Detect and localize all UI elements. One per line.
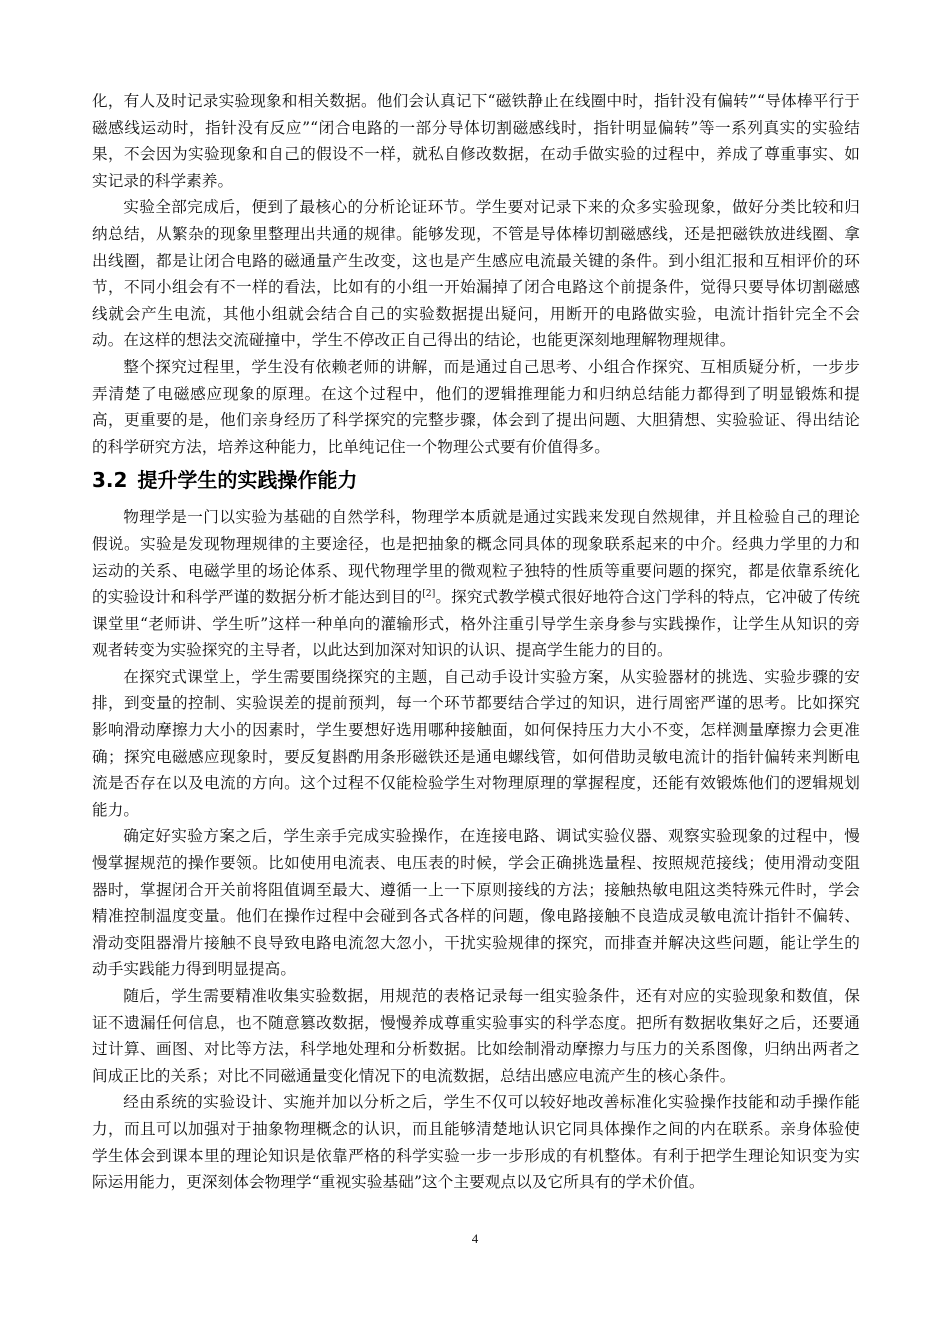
paragraph-operation: 确定好实验方案之后，学生亲手完成实验操作，在连接电路、调试实验仪器、观察实验现象的过程中，慢慢掌握规范的操作要领。比如使用电流表、电压表的时候，学会正确挑选量程、按照规范接线；使用滑动变阻器时，掌握闭合开关前将阻值调至最大、遵循一上一下原则接线的方法；接触热敏电阻这类特殊元件时，学会精准控制温度变量。他们在操作过程中会碰到各式各样的问题，像电路接触不良造成灵敏电流计指针不偏转、滑动变阻器滑片接触不良导致电路电流忽大忽小，干扰实验规律的探究，而排查并解决这些问题，能让学生的动手实践能力得到明显提高。 bbox=[92, 827, 860, 979]
body-text bbox=[92, 88, 860, 1196]
paragraph-summary: 整个探究过程里，学生没有依赖老师的讲解，而是通过自己思考、小组合作探究、互相质疑分析，一步步弄清楚了电磁感应现象的原理。在这个过程中，他们的逻辑推理能力和归纳总结能力都得到了明显锻炼和提高，更重要的是，他们亲身经历了科学探究的完整步骤，体会到了提出问题、大胆猜想、实验验证、得出结论的科学研究方法，培养这种能力，比单纯记住一个物理公式要有价值得多。 bbox=[92, 357, 860, 456]
paragraph-data: 随后，学生需要精准收集实验数据，用规范的表格记录每一组实验条件，还有对应的实验现象和数值，保证不遗漏任何信息，也不随意篡改数据，慢慢养成尊重实验事实的科学态度。把所有数据收集好之后，还要通过计算、画图、对比等方法，科学地处理和分析数据。比如绘制滑动摩擦力与压力的关系图像，归纳出两者之间成正比的关系；对比不同磁通量变化情况下的电流数据，总结出感应电流产生的核心条件。 bbox=[92, 987, 860, 1085]
paragraph-continuation: 化，有人及时记录实验现象和相关数据。他们会认真记下“磁铁静止在线圈中时，指针没有偏转”“导体棒平行于磁感线运动时，指针没有反应”“闭合电路的一部分导体切割磁感线时，指针明显偏转”等一系列真实的实验结果，不会因为实验现象和自己的假设不一样，就私自修改数据，在动手做实验的过程中，养成了尊重事实、如实记录的科学素养。 bbox=[92, 92, 860, 190]
paragraph-design: 在探究式课堂上，学生需要围绕探究的主题，自己动手设计实验方案，从实验器材的挑选、实验步骤的安排，到变量的控制、实验误差的提前预判，每一个环节都要结合学过的知识，进行周密严谨的思考。比如探究影响滑动摩擦力大小的因素时，学生要想好选用哪种接触面，如何保持压力大小不变，怎样测量摩擦力会更准确；探究电磁感应现象时，要反复斟酌用条形磁铁还是通电螺线管，如何借助灵敏电流计的指针偏转来判断电流是否存在以及电流的方向。这个过程不仅能检验学生对物理原理的掌握程度，还能有效锻炼他们的逻辑规划能力。 bbox=[92, 667, 860, 819]
paragraph-intro-text-b: 。探究式教学模式很好地符合这门学科的特点，它冲破了传统课堂里“老师讲、学生听”这样一种单向的灌输形式，格外注重引导学生亲身参与实践操作，让学生从知识的旁观者转变为实验探究的主导者，以此达到加深对知识的认识、提高学生能力的目的。 bbox=[92, 588, 860, 660]
section-heading bbox=[92, 464, 860, 496]
section-number: 3.2 bbox=[92, 468, 128, 493]
section-title: 提升学生的实践操作能力 bbox=[137, 468, 358, 493]
citation-reference[interactable]: [2] bbox=[422, 588, 436, 599]
paragraph-intro bbox=[92, 504, 860, 664]
page-number: 4 bbox=[471, 1231, 479, 1246]
paragraph-intro-text-a: 物理学是一门以实验为基础的自然学科，物理学本质就是通过实践来发现自然规律，并且检验自己的理论假说。实验是发现物理规律的主要途径，也是把抽象的概念同具体的现象联系起来的中介。经典力学里的力和运动的关系、电磁学里的场论体系、现代物理学里的微观粒子独特的性质等重要问题的探究，都是依靠系统化的实验设计和科学严谨的数据分析才能达到目的 bbox=[92, 508, 860, 607]
paragraph-conclusion: 经由系统的实验设计、实施并加以分析之后，学生不仅可以较好地改善标准化实验操作技能和动手操作能力，而且可以加强对于抽象物理概念的认识，而且能够清楚地认识它同具体操作之间的内在联系。亲身体验使学生体会到课本里的理论知识是依靠严格的科学实验一步一步形成的有机整体。有利于把学生理论知识变为实际运用能力，更深刻体会物理学“重视实验基础”这个主要观点以及它所具有的学术价值。 bbox=[92, 1093, 860, 1192]
paragraph-analysis: 实验全部完成后，便到了最核心的分析论证环节。学生要对记录下来的众多实验现象，做好分类比较和归纳总结，从繁杂的现象里整理出共通的规律。能够发现，不管是导体棒切割磁感线，还是把磁铁放进线圈、拿出线圈，都是让闭合电路的磁通量产生改变，这也是产生感应电流最关键的条件。到小组汇报和互相评价的环节，不同小组会有不一样的看法，比如有的小组一开始漏掉了闭合电路这个前提条件，觉得只要导体切割磁感线就会产生电流，其他小组就会结合自己的实验数据提出疑问，用断开的电路做实验，电流计指针完全不会动。在这样的想法交流碰撞中，学生不停改正自己得出的结论，也能更深刻地理解物理规律。 bbox=[92, 198, 860, 350]
